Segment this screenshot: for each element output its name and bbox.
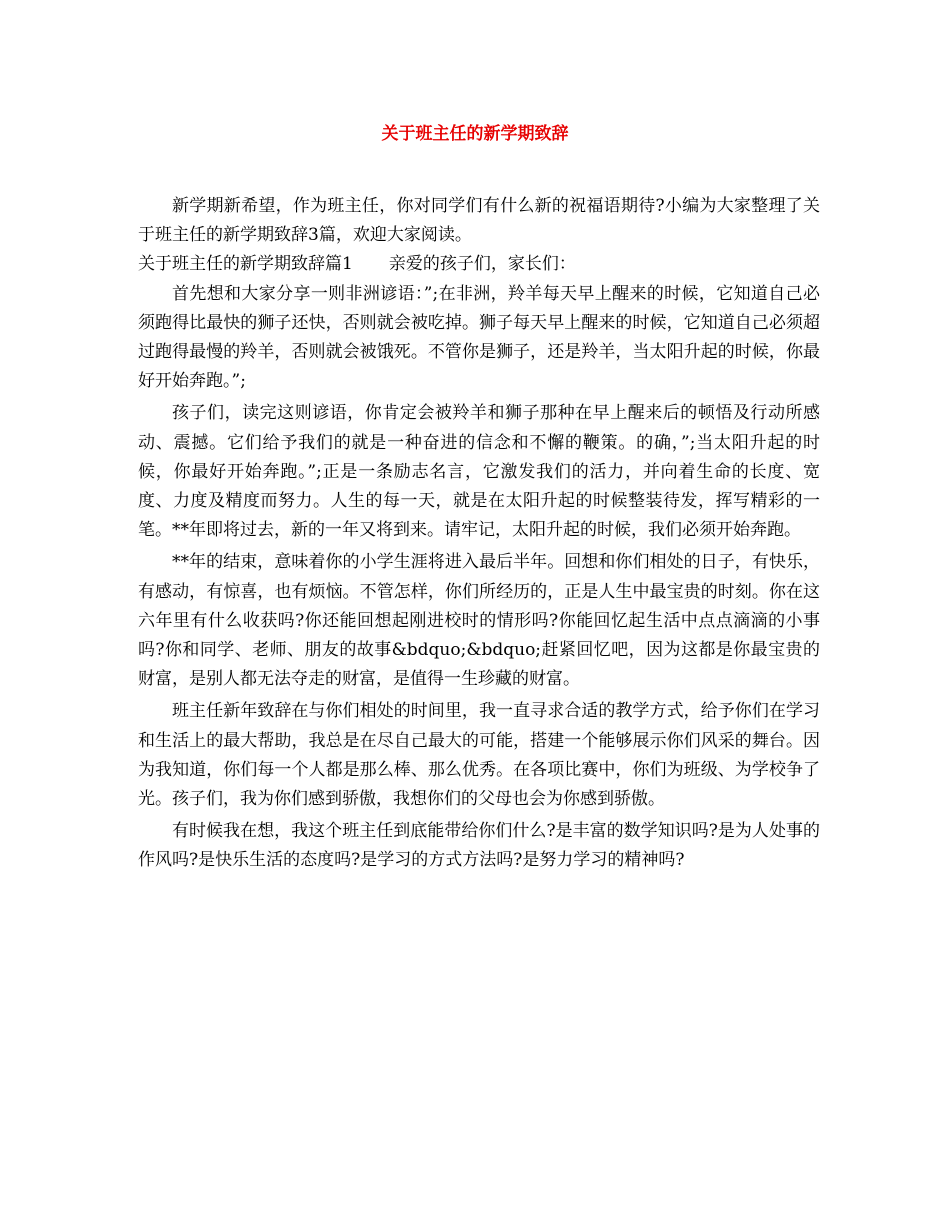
section-heading-line <box>138 250 820 279</box>
greeting: 亲爱的孩子们，家长们： <box>388 254 576 275</box>
paragraph-question: 有时候我在想，我这个班主任到底能带给你们什么?是丰富的数学知识吗?是为人处事的作风吗?是快乐生活的态度吗?是学习的方式方法吗?是努力学习的精神吗? <box>138 821 820 871</box>
paragraph-teaching: 班主任新年致辞在与你们相处的时间里，我一直寻求合适的教学方式，给予你们在学习和生活上的最大帮助，我总是在尽自己最大的可能，搭建一个能够展示你们风采的舞台。因为我知道，你们每一个人都是那么棒、那么优秀。在各项比赛中，你们为班级、为学校争了光。孩子们，我为你们感到骄傲，我想你们的父母也会为你感到骄傲。 <box>138 701 820 810</box>
paragraph-year-end: **年的结束，意味着你的小学生涯将进入最后半年。回想和你们相处的日子，有快乐，有感动，有惊喜，也有烦恼。不管怎样，你们所经历的，正是人生中最宝贵的时刻。你在这六年里有什么收获吗?你还能回想起刚进校时的情形吗?你能回忆起生活中点点滴滴的小事吗?你和同学、老师、朋友的故事&bdquo;&bdquo;赶紧回忆吧，因为这都是你最宝贵的财富，是别人都无法夺走的财富，是值得一生珍藏的财富。 <box>138 552 820 690</box>
intro-paragraph: 新学期新希望，作为班主任，你对同学们有什么新的祝福语期待?小编为大家整理了关于班主任的新学期致辞3篇，欢迎大家阅读。 <box>138 196 820 246</box>
document-title: 关于班主任的新学期致辞 <box>381 124 569 144</box>
paragraph-reflection: 孩子们，读完这则谚语，你肯定会被羚羊和狮子那种在早上醒来后的顿悟及行动所感动、震撼。它们给予我们的就是一种奋进的信念和不懈的鞭策。的确，”;当太阳升起的时候，你最好开始奔跑。”;正是一条励志名言，它激发我们的活力，并向着生命的长度、宽度、力度及精度而努力。人生的每一天，就是在太阳升起的时候整装待发，挥写精彩的一笔。**年即将过去，新的一年又将到来。请牢记，太阳升起的时候，我们必须开始奔跑。 <box>138 403 820 541</box>
document-body <box>138 192 820 876</box>
section-heading: 关于班主任的新学期致辞篇1 <box>138 254 353 275</box>
paragraph-proverb: 首先想和大家分享一则非洲谚语：”;在非洲，羚羊每天早上醒来的时候，它知道自己必须跑得比最快的狮子还快，否则就会被吃掉。狮子每天早上醒来的时候，它知道自己必须超过跑得最慢的羚羊，否则就会被饿死。不管你是狮子，还是羚羊，当太阳升起的时候，你最好开始奔跑。”; <box>138 283 820 392</box>
